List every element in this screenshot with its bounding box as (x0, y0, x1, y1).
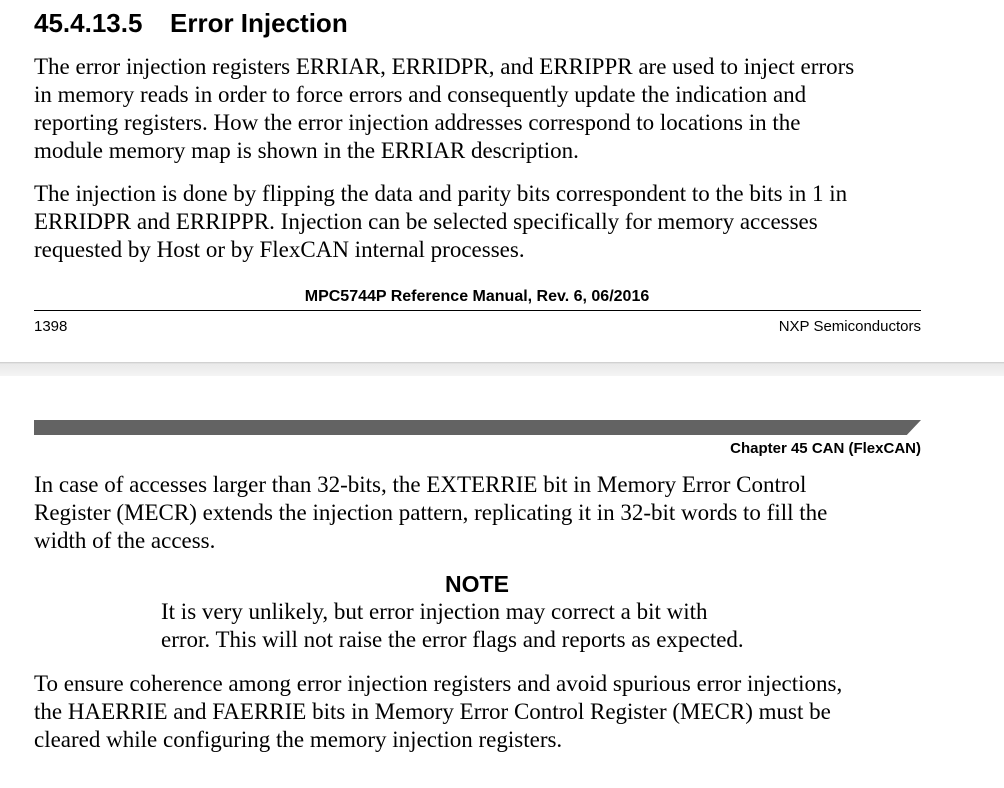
chapter-header-bar (34, 420, 921, 435)
paragraph-error-injection-registers (34, 53, 934, 165)
note-line: error. This will not raise the error flags and reports as expected. (161, 627, 744, 652)
footer-page-number: 1398 (34, 318, 68, 335)
text-line: Register (MECR) extends the injection pattern, replicating it in 32-bit words to fill the (34, 500, 828, 525)
page-top (0, 0, 1004, 362)
section-number: 45.4.13.5 (34, 8, 143, 38)
paragraph-coherence (34, 670, 934, 754)
paragraph-injection-flipping (34, 180, 934, 264)
text-line: The error injection registers ERRIAR, ERRIDPR, and ERRIPPR are used to inject errors (34, 54, 855, 79)
footer-manual-title: MPC5744P Reference Manual, Rev. 6, 06/2016 (304, 288, 650, 305)
text-line: the HAERRIE and FAERRIE bits in Memory Error Control Register (MECR) must be (34, 699, 831, 724)
text-line: In case of accesses larger than 32-bits, the EXTERRIE bit in Memory Error Control (34, 472, 807, 497)
text-line: ERRIDPR and ERRIPPR. Injection can be selected specifically for memory accesses (34, 209, 818, 234)
text-line: in memory reads in order to force errors and consequently update the indication and (34, 82, 807, 107)
note-heading: NOTE (445, 571, 509, 597)
paragraph-larger-accesses (34, 471, 934, 555)
footer-rule (34, 310, 921, 311)
text-line: width of the access. (34, 528, 216, 553)
text-line: module memory map is shown in the ERRIAR description. (34, 138, 579, 163)
section-title: Error Injection (170, 8, 348, 38)
page-separator (0, 362, 1004, 376)
note-line: It is very unlikely, but error injection may correct a bit with (161, 599, 708, 624)
text-line: reporting registers. How the error injection addresses correspond to locations in the (34, 110, 801, 135)
footer-company: NXP Semiconductors (778, 318, 921, 335)
page-bottom (0, 376, 1004, 788)
note-body (161, 598, 861, 654)
text-line: To ensure coherence among error injection registers and avoid spurious error injections, (34, 671, 843, 696)
text-line: The injection is done by flipping the data and parity bits correspondent to the bits in 1 in (34, 181, 848, 206)
text-line: cleared while configuring the memory injection registers. (34, 727, 563, 752)
chapter-title: Chapter 45 CAN (FlexCAN) (730, 440, 921, 457)
section-heading (34, 6, 348, 40)
text-line: requested by Host or by FlexCAN internal processes. (34, 237, 525, 262)
